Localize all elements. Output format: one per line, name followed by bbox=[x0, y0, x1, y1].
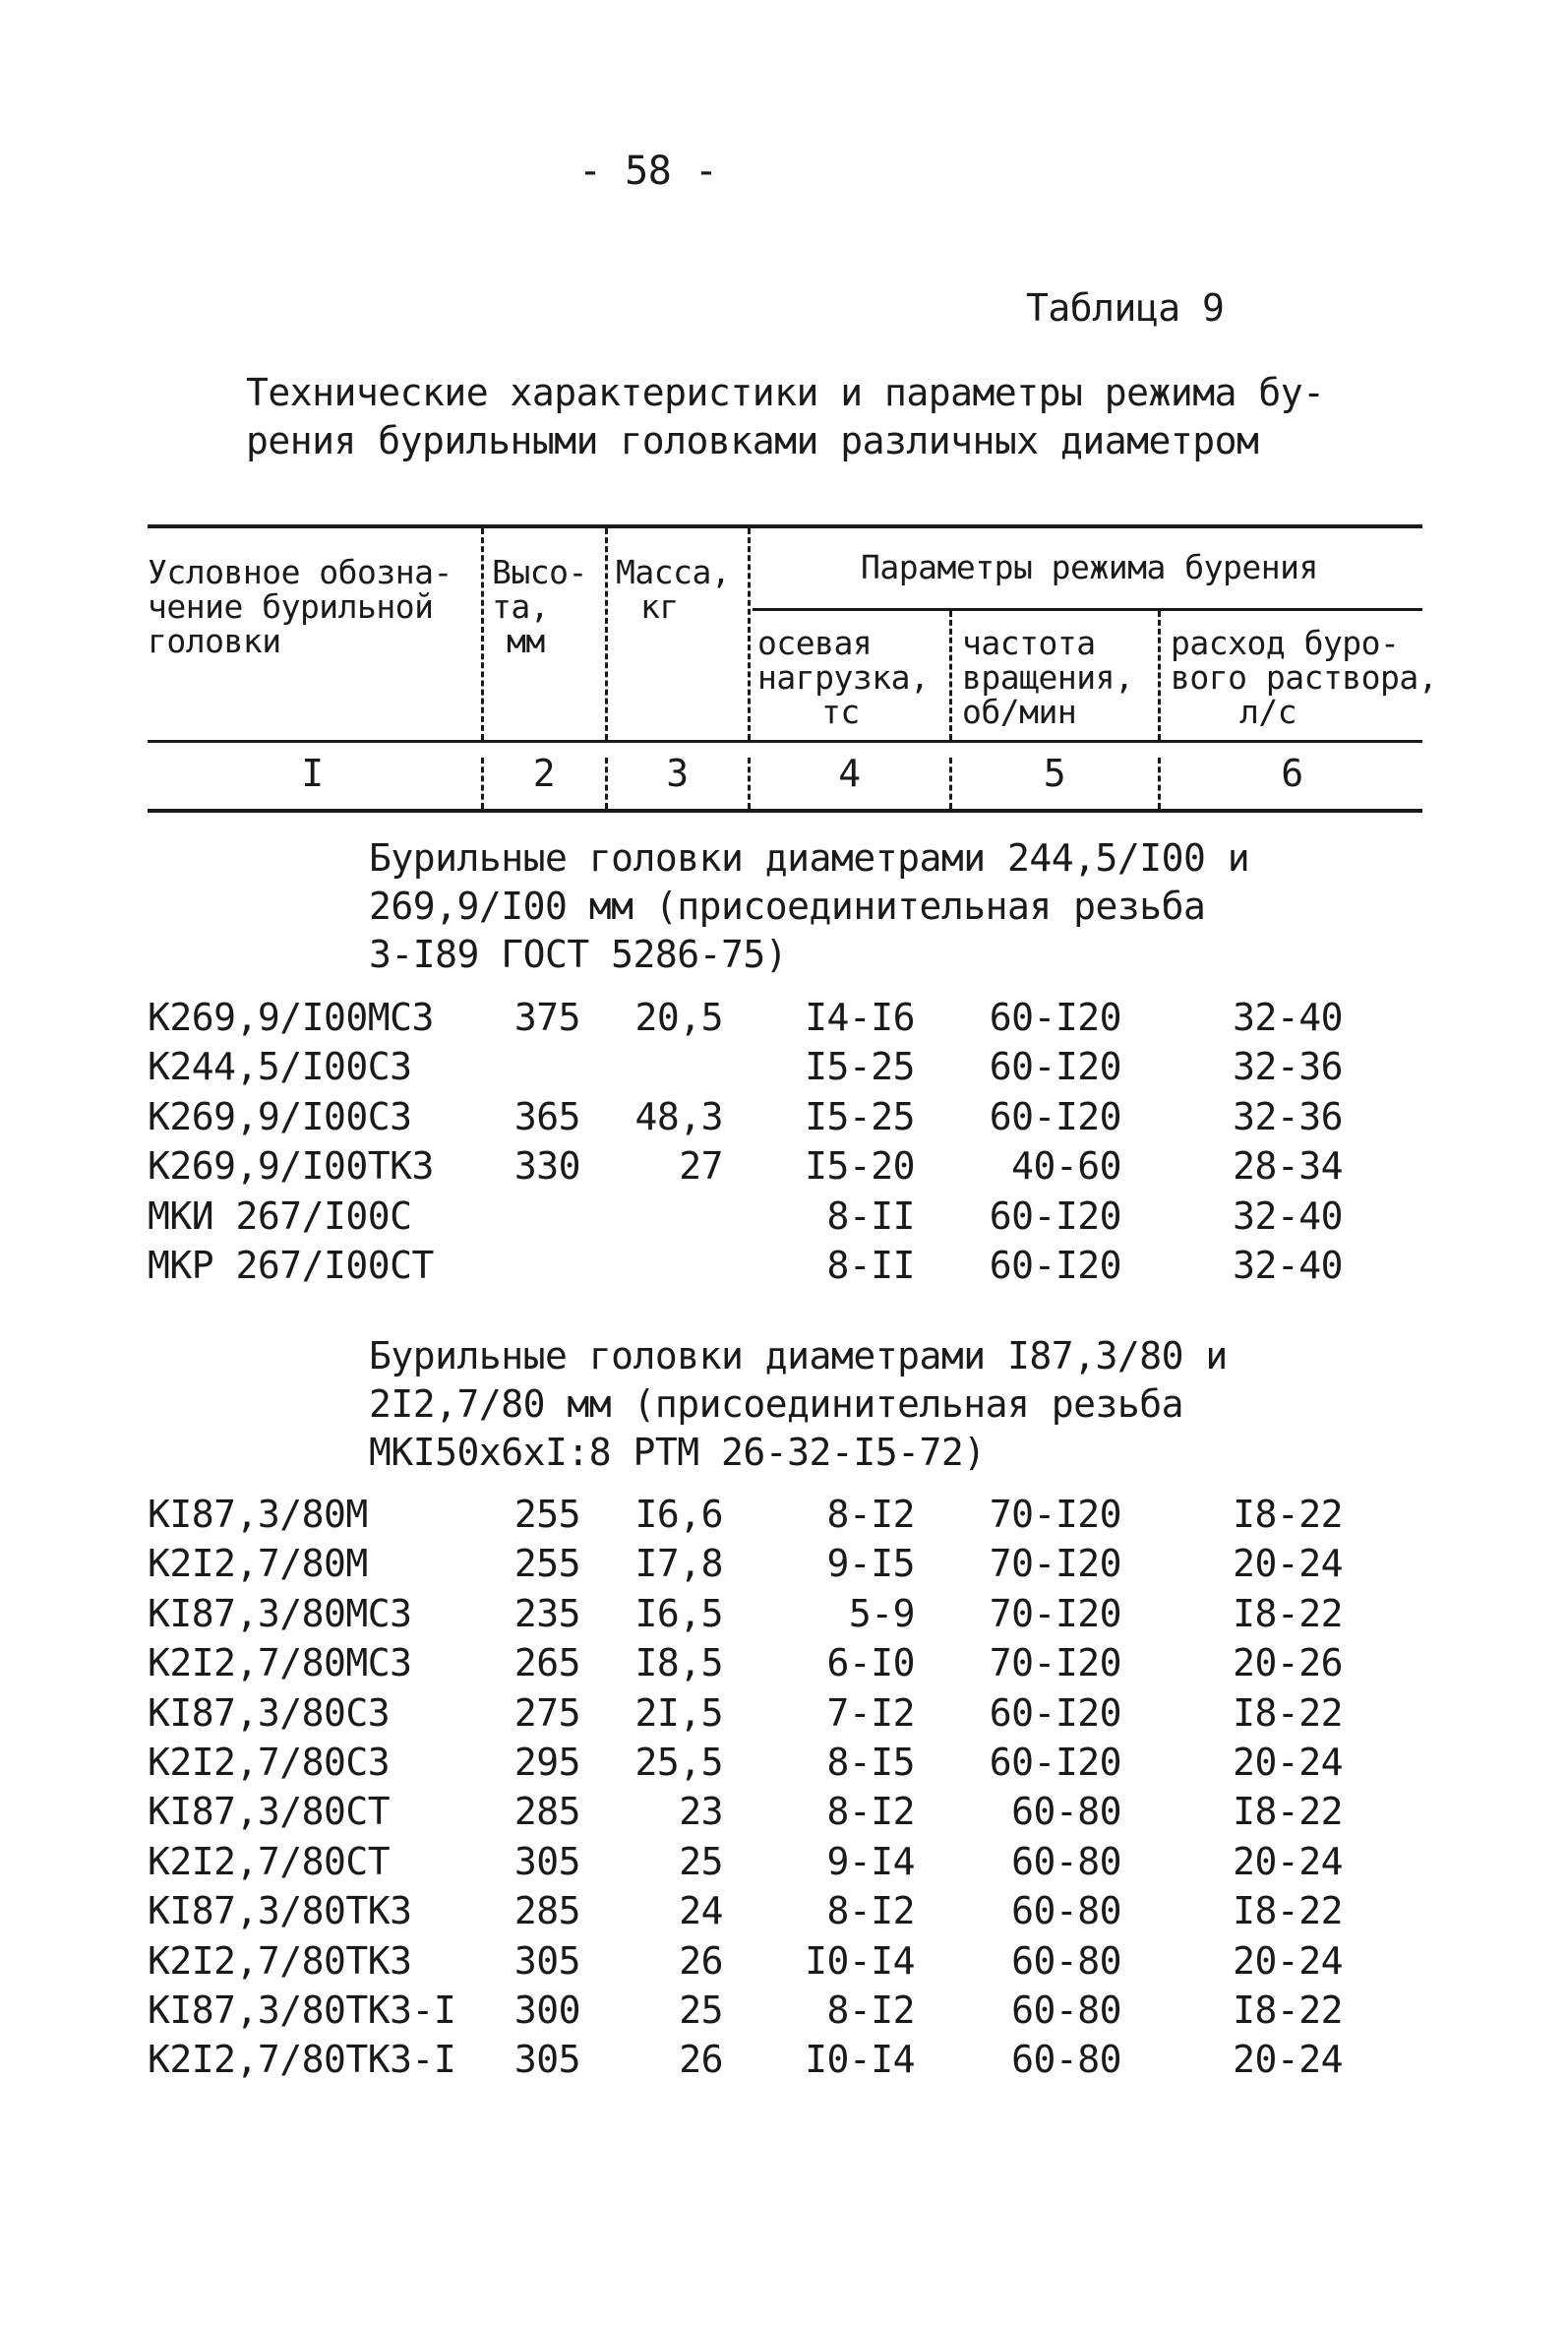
cell-height: 305 bbox=[513, 2038, 580, 2082]
cell-mass: 25 bbox=[679, 1839, 723, 1883]
cell-axial-load: I5-25 bbox=[805, 1094, 915, 1138]
cell-axial-load: 7-I2 bbox=[826, 1690, 915, 1735]
header-col3-line2: кг bbox=[640, 587, 679, 626]
cell-height: 305 bbox=[513, 1839, 580, 1883]
cell-axial-load: I5-20 bbox=[805, 1144, 915, 1189]
header-top-rule bbox=[148, 524, 1422, 528]
col-divider-2 bbox=[605, 528, 608, 740]
cell-designation: К244,5/I00СЗ bbox=[148, 1045, 412, 1089]
cell-designation: К2I2,7/80ТКЗ bbox=[148, 1938, 412, 1983]
cell-rotation: 60-80 bbox=[1011, 1938, 1121, 1983]
cell-axial-load: 5-9 bbox=[848, 1591, 915, 1635]
cell-rotation: 60-I20 bbox=[989, 1741, 1121, 1784]
cell-designation: КI87,3/80ТКЗ-I bbox=[148, 1988, 456, 2032]
cell-designation: К2I2,7/80М bbox=[148, 1542, 368, 1586]
cell-rotation: 60-80 bbox=[1011, 1889, 1121, 1933]
cell-axial-load: I0-I4 bbox=[805, 1938, 915, 1983]
header-col6-line1: расход буро- bbox=[1171, 624, 1400, 662]
header-col2-line2: та, bbox=[492, 587, 550, 626]
cell-height: 330 bbox=[513, 1144, 580, 1189]
cell-axial-load: 6-I0 bbox=[826, 1641, 915, 1685]
header-col4-line2: нагрузка, bbox=[757, 658, 930, 697]
header-col1-line2: чение бурильной bbox=[148, 587, 434, 626]
cell-height: 365 bbox=[513, 1094, 580, 1138]
cell-mass: 25,5 bbox=[634, 1741, 723, 1784]
cell-mass: 20,5 bbox=[634, 996, 723, 1039]
cell-height: 265 bbox=[513, 1641, 580, 1685]
cell-axial-load: I5-25 bbox=[805, 1045, 915, 1089]
cell-flow-rate: I8-22 bbox=[1233, 1690, 1343, 1735]
header-col2-line3: мм bbox=[507, 622, 545, 660]
cell-rotation: 70-I20 bbox=[989, 1542, 1121, 1586]
cell-mass: 27 bbox=[679, 1144, 723, 1189]
cell-designation: К269,9/I00МСЗ bbox=[148, 996, 434, 1039]
col-number-2: 2 bbox=[532, 752, 556, 795]
section1-caption-line3: 3-I89 ГОСТ 5286-75) bbox=[369, 933, 788, 976]
cell-rotation: 70-I20 bbox=[989, 1493, 1121, 1536]
cell-height: 285 bbox=[513, 1889, 580, 1933]
cell-axial-load: 8-II bbox=[826, 1244, 915, 1287]
section1-caption-line1: Бурильные головки диаметрами 244,5/I00 и bbox=[369, 836, 1250, 880]
cell-rotation: 60-I20 bbox=[989, 1193, 1121, 1238]
cell-flow-rate: 20-24 bbox=[1233, 2038, 1343, 2082]
cell-mass: 2I,5 bbox=[634, 1690, 723, 1735]
cell-rotation: 60-I20 bbox=[989, 1045, 1121, 1089]
cell-mass: I6,5 bbox=[634, 1591, 723, 1635]
cell-axial-load: 9-I4 bbox=[826, 1839, 915, 1883]
cell-designation: КI87,3/80ТКЗ bbox=[148, 1889, 412, 1933]
cell-height: 295 bbox=[513, 1741, 580, 1784]
cell-flow-rate: 32-40 bbox=[1233, 996, 1343, 1039]
cell-designation: КI87,3/80СЗ bbox=[148, 1690, 391, 1735]
cell-height: 235 bbox=[513, 1591, 580, 1635]
header-col4-line1: осевая bbox=[757, 624, 873, 662]
header-col6-line2: вого раствора, bbox=[1171, 658, 1438, 697]
cell-height: 255 bbox=[513, 1493, 580, 1536]
cell-designation: К269,9/I00ТКЗ bbox=[148, 1144, 434, 1189]
cell-mass: 26 bbox=[679, 1938, 723, 1983]
cell-mass: 23 bbox=[679, 1790, 723, 1834]
cell-designation: К2I2,7/80СТ bbox=[148, 1839, 391, 1883]
num-divider-2 bbox=[605, 758, 608, 809]
cell-designation: КI87,3/80М bbox=[148, 1493, 368, 1536]
cell-flow-rate: 20-24 bbox=[1233, 1839, 1343, 1883]
cell-axial-load: 8-I2 bbox=[826, 1790, 915, 1834]
cell-rotation: 60-I20 bbox=[989, 1244, 1121, 1287]
col-divider-3 bbox=[748, 528, 751, 740]
col-number-3: 3 bbox=[666, 752, 689, 795]
cell-rotation: 60-80 bbox=[1011, 2038, 1121, 2082]
header-group: Параметры режима бурения bbox=[861, 548, 1318, 586]
cell-designation: К2I2,7/80МСЗ bbox=[148, 1641, 412, 1685]
table-title-line-2: рения бурильными головками различных диаметром bbox=[246, 419, 1259, 462]
header-col1-line1: Условное обозна- bbox=[148, 553, 452, 591]
cell-designation: К269,9/I00СЗ bbox=[148, 1094, 412, 1138]
cell-rotation: 60-80 bbox=[1011, 1988, 1121, 2032]
header-col1-line3: головки bbox=[148, 622, 281, 660]
cell-designation: К2I2,7/80ТКЗ-I bbox=[148, 2038, 456, 2082]
page-number: - 58 - bbox=[578, 149, 718, 194]
cell-axial-load: I0-I4 bbox=[805, 2038, 915, 2082]
cell-flow-rate: 28-34 bbox=[1233, 1144, 1343, 1189]
cell-flow-rate: I8-22 bbox=[1233, 1591, 1343, 1635]
cell-designation: МКР 267/I00СТ bbox=[148, 1244, 434, 1287]
col-number-4: 4 bbox=[838, 752, 861, 795]
cell-axial-load: I4-I6 bbox=[805, 996, 915, 1039]
col-divider-5 bbox=[1158, 611, 1161, 740]
section2-caption-line2: 2I2,7/80 мм (присоединительная резьба bbox=[369, 1382, 1183, 1426]
header-bottom-rule bbox=[148, 740, 1422, 743]
cell-rotation: 60-80 bbox=[1011, 1839, 1121, 1883]
header-col5-line3: об/мин bbox=[962, 693, 1077, 731]
table-label: Таблица 9 bbox=[1026, 286, 1225, 330]
cell-flow-rate: I8-22 bbox=[1233, 1988, 1343, 2032]
cell-designation: МКИ 267/I00С bbox=[148, 1193, 412, 1238]
cell-flow-rate: 32-36 bbox=[1233, 1045, 1343, 1089]
num-divider-5 bbox=[1158, 758, 1161, 809]
num-divider-3 bbox=[748, 758, 751, 809]
cell-rotation: 40-60 bbox=[1011, 1144, 1121, 1189]
cell-height: 275 bbox=[513, 1690, 580, 1735]
cell-designation: КI87,3/80СТ bbox=[148, 1790, 391, 1834]
cell-rotation: 60-I20 bbox=[989, 996, 1121, 1039]
cell-height: 255 bbox=[513, 1542, 580, 1586]
col-divider-1 bbox=[481, 528, 484, 740]
col-divider-4 bbox=[949, 611, 952, 740]
cell-flow-rate: I8-22 bbox=[1233, 1889, 1343, 1933]
cell-rotation: 70-I20 bbox=[989, 1641, 1121, 1685]
header-col5-line2: вращения, bbox=[962, 658, 1134, 697]
header-col4-line3: тс bbox=[821, 693, 860, 731]
cell-designation: КI87,3/80МСЗ bbox=[148, 1591, 412, 1635]
num-divider-4 bbox=[949, 758, 952, 809]
section2-caption-line1: Бурильные головки диаметрами I87,3/80 и bbox=[369, 1334, 1228, 1377]
cell-axial-load: 8-I2 bbox=[826, 1988, 915, 2032]
header-col5-line1: частота bbox=[962, 624, 1096, 662]
header-col2-line1: Высо- bbox=[492, 553, 587, 591]
cell-flow-rate: 20-24 bbox=[1233, 1542, 1343, 1586]
table-title-line-1: Технические характеристики и параметры режима бу- bbox=[246, 371, 1325, 414]
cell-axial-load: 8-I2 bbox=[826, 1889, 915, 1933]
header-col3-line1: Масса, bbox=[616, 553, 731, 591]
cell-flow-rate: 20-26 bbox=[1233, 1641, 1343, 1685]
cell-axial-load: 8-I2 bbox=[826, 1493, 915, 1536]
header-col6-line3: л/с bbox=[1239, 693, 1297, 731]
cell-flow-rate: 32-40 bbox=[1233, 1244, 1343, 1287]
cell-height: 375 bbox=[513, 996, 580, 1039]
cell-flow-rate: 32-40 bbox=[1233, 1193, 1343, 1238]
col-number-6: 6 bbox=[1281, 752, 1303, 795]
cell-mass: I6,6 bbox=[634, 1493, 723, 1536]
cell-flow-rate: 20-24 bbox=[1233, 1741, 1343, 1784]
cell-flow-rate: 32-36 bbox=[1233, 1094, 1343, 1138]
cell-designation: К2I2,7/80СЗ bbox=[148, 1741, 391, 1784]
cell-height: 285 bbox=[513, 1790, 580, 1834]
cell-mass: I7,8 bbox=[634, 1542, 723, 1586]
cell-height: 300 bbox=[513, 1988, 580, 2032]
number-row-rule bbox=[148, 809, 1422, 813]
cell-axial-load: 8-II bbox=[826, 1193, 915, 1238]
cell-flow-rate: 20-24 bbox=[1233, 1938, 1343, 1983]
group-subheader-rule bbox=[753, 608, 1422, 611]
section2-caption-line3: МКI50х6хI:8 РТМ 26-32-I5-72) bbox=[369, 1431, 986, 1474]
cell-rotation: 60-I20 bbox=[989, 1690, 1121, 1735]
col-number-1: I bbox=[301, 752, 324, 795]
cell-flow-rate: I8-22 bbox=[1233, 1493, 1343, 1536]
cell-rotation: 70-I20 bbox=[989, 1591, 1121, 1635]
cell-mass: 26 bbox=[679, 2038, 723, 2082]
cell-mass: 48,3 bbox=[634, 1094, 723, 1138]
cell-axial-load: 8-I5 bbox=[826, 1741, 915, 1784]
cell-height: 305 bbox=[513, 1938, 580, 1983]
cell-mass: 24 bbox=[679, 1889, 723, 1933]
cell-rotation: 60-I20 bbox=[989, 1094, 1121, 1138]
cell-mass: 25 bbox=[679, 1988, 723, 2032]
num-divider-1 bbox=[481, 758, 484, 809]
cell-mass: I8,5 bbox=[634, 1641, 723, 1685]
col-number-5: 5 bbox=[1043, 752, 1066, 795]
section1-caption-line2: 269,9/I00 мм (присоединительная резьба bbox=[369, 885, 1206, 928]
cell-rotation: 60-80 bbox=[1011, 1790, 1121, 1834]
cell-axial-load: 9-I5 bbox=[826, 1542, 915, 1586]
cell-flow-rate: I8-22 bbox=[1233, 1790, 1343, 1834]
